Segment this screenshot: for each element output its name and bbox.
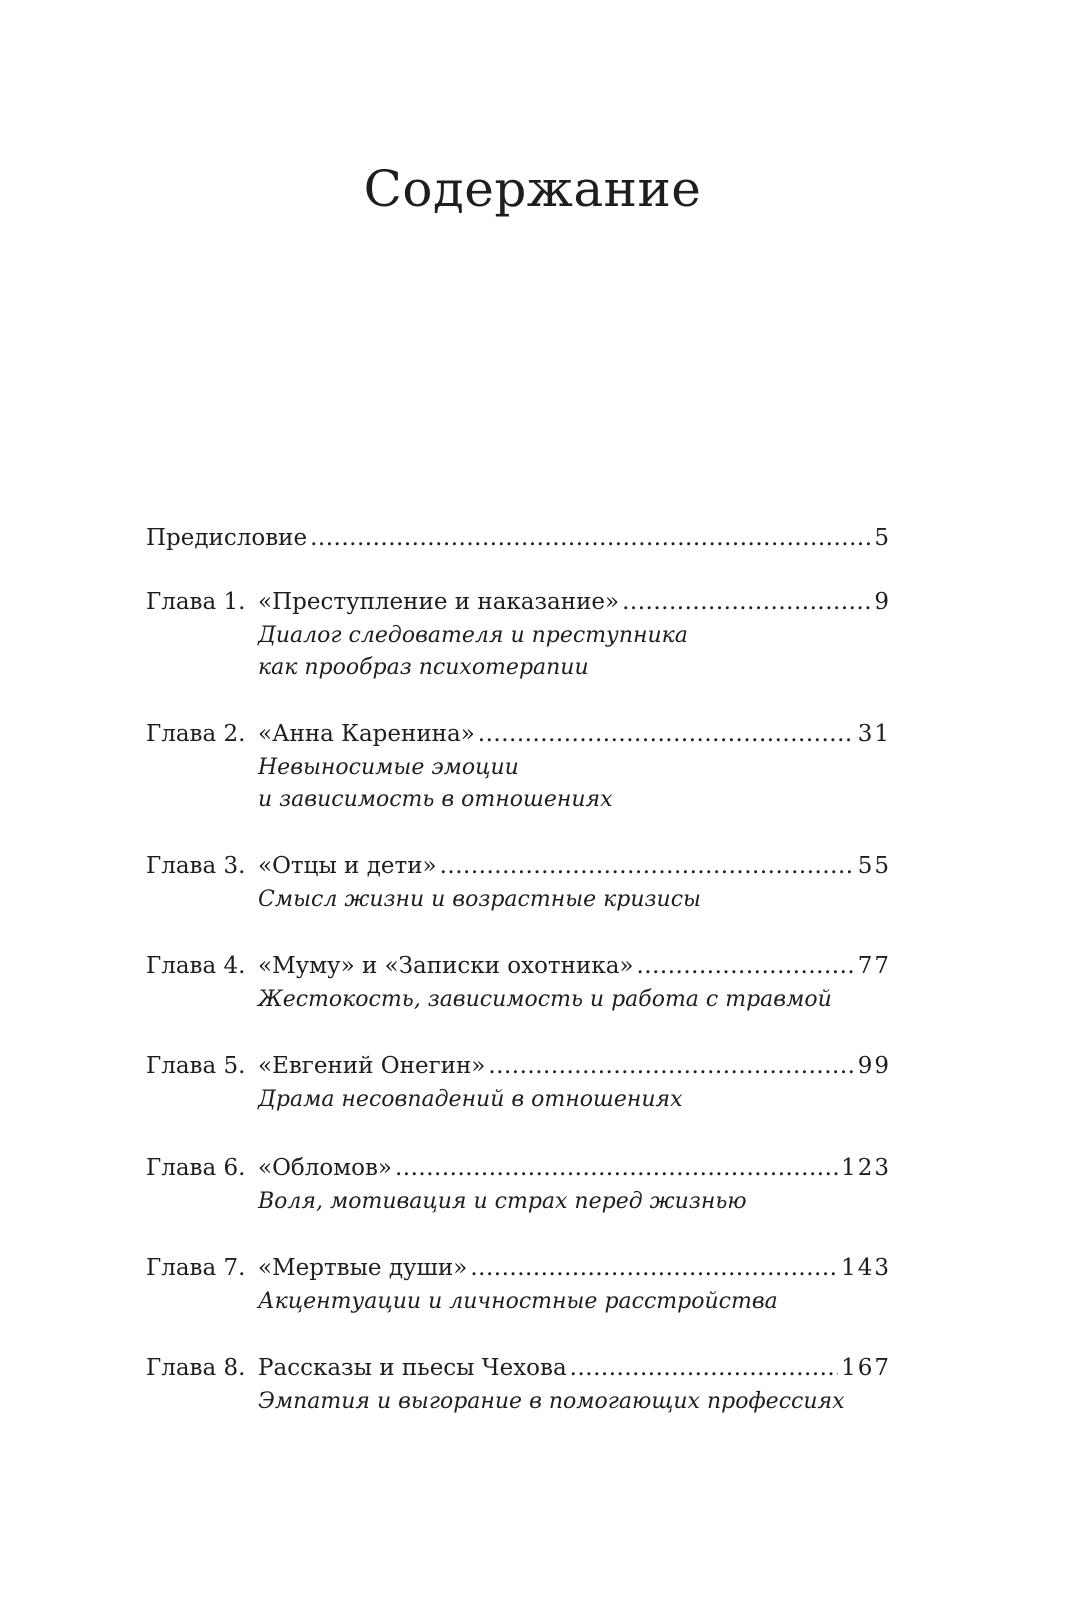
toc-entry-chapter-2[interactable] — [146, 716, 891, 816]
dot-leader — [440, 848, 855, 884]
chapter-page: 123 — [841, 1155, 891, 1181]
chapter-subtitle: Диалог следователя и преступника — [258, 623, 688, 648]
dot-leader — [570, 1350, 838, 1386]
toc-entry-chapter-5[interactable] — [146, 1048, 891, 1116]
toc-entry-chapter-6[interactable] — [146, 1150, 891, 1218]
chapter-title: «Евгений Онегин» — [258, 1053, 486, 1079]
chapter-label: Глава 1. — [146, 589, 246, 615]
chapter-page: 143 — [841, 1255, 891, 1281]
toc-entry-chapter-7[interactable] — [146, 1250, 891, 1318]
chapter-page: 9 — [874, 589, 891, 615]
toc-entry-page: 5 — [874, 525, 891, 551]
dot-leader — [310, 520, 871, 556]
chapter-subtitle: Эмпатия и выгорание в помогающих профессиях — [258, 1389, 845, 1414]
chapter-page: 31 — [857, 721, 891, 747]
chapter-page: 77 — [857, 953, 891, 979]
chapter-label: Глава 4. — [146, 953, 246, 979]
toc-entry-chapter-3[interactable] — [146, 848, 891, 916]
chapter-subtitle: Акцентуации и личностные расстройства — [258, 1289, 778, 1314]
chapter-label: Глава 5. — [146, 1053, 246, 1079]
chapter-label: Глава 8. — [146, 1355, 246, 1381]
dot-leader — [478, 716, 855, 752]
chapter-title: «Преступление и наказание» — [258, 589, 620, 615]
chapter-page: 55 — [857, 853, 891, 879]
dot-leader — [470, 1250, 838, 1286]
chapter-title: «Анна Каренина» — [258, 721, 475, 747]
dot-leader — [488, 1048, 854, 1084]
chapter-subtitle: и зависимость в отношениях — [258, 787, 613, 812]
chapter-subtitle: Жестокость, зависимость и работа с травмой — [258, 987, 832, 1012]
toc-entry-preface[interactable] — [146, 520, 891, 556]
toc-entry-title: Предисловие — [146, 525, 308, 551]
chapter-subtitle: Невыносимые эмоции — [258, 755, 519, 780]
page-title: Содержание — [363, 160, 702, 218]
dot-leader — [636, 948, 854, 984]
chapter-title: «Отцы и дети» — [258, 853, 437, 879]
chapter-label: Глава 2. — [146, 721, 246, 747]
dot-leader — [622, 584, 871, 620]
chapter-title: «Мертвые души» — [258, 1255, 468, 1281]
chapter-subtitle: Драма несовпадений в отношениях — [258, 1087, 683, 1112]
chapter-subtitle: Смысл жизни и возрастные кризисы — [258, 887, 701, 912]
chapter-page: 167 — [841, 1355, 891, 1381]
chapter-subtitle: как прообраз психотерапии — [258, 655, 589, 680]
dot-leader — [395, 1150, 838, 1186]
toc-entry-chapter-4[interactable] — [146, 948, 891, 1016]
toc-entry-chapter-1[interactable] — [146, 584, 891, 684]
chapter-title: «Муму» и «Записки охотника» — [258, 953, 634, 979]
chapter-label: Глава 7. — [146, 1255, 246, 1281]
chapter-subtitle: Воля, мотивация и страх перед жизнью — [258, 1189, 747, 1214]
chapter-title: Рассказы и пьесы Чехова — [258, 1355, 567, 1381]
toc-entry-chapter-8[interactable] — [146, 1350, 891, 1418]
chapter-page: 99 — [857, 1053, 891, 1079]
chapter-label: Глава 3. — [146, 853, 246, 879]
chapter-title: «Обломов» — [258, 1155, 392, 1181]
chapter-label: Глава 6. — [146, 1155, 246, 1181]
